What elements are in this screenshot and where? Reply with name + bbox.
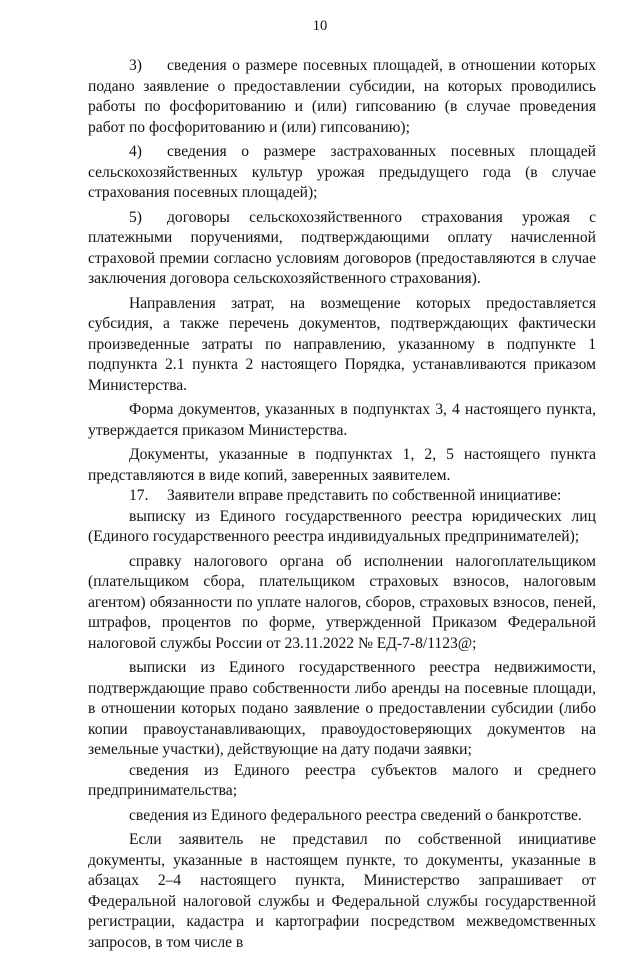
paragraph-real-estate-extract: выписки из Единого государственного реестра недвижимости, подтверждающие право собственности либо аренды на посевные площади, в отношении которых подано заявление о предоставлении субсидии (либо копии правоустанавливающих, правоудостоверяющих документов на земельные участки), действующие на дату подачи заявки;	[88, 659, 596, 758]
paragraph-text: Заявители вправе представить по собственной инициативе:	[167, 487, 562, 504]
paragraph-sme-registry: сведения из Единого реестра субъектов малого и среднего предпринимательства;	[88, 761, 596, 799]
document-body	[88, 56, 596, 953]
paragraph-legal-entities-extract: выписку из Единого государственного реестра юридических лиц (Единого государственного реестра индивидуальных предпринимателей);	[88, 507, 596, 545]
paragraph-tax-certificate: справку налогового органа об исполнении налогоплательщиком (плательщиком сбора, плательщиком страховых взносов, налоговым агентом) обязанности по уплате налогов, сборов, страховых взносов, пеней, штрафов, процентов по форме, утвержденной Приказом Федеральной налоговой службы России от 23.11.2022 № ЕД-7-8/1123@;	[88, 552, 596, 652]
paragraph-subitem-4	[88, 142, 596, 204]
paragraph-clause-17	[88, 486, 596, 507]
paragraph-cost-directions: Направления затрат, на возмещение которых предоставляется субсидия, а также перечень документов, подтверждающих фактически произведенные затраты по направлению, указанному в подпункте 1 подпункта 2.1 пункта 2 настоящего Порядка, устанавливаются приказом Министерства.	[88, 294, 596, 394]
clause-number: 17.	[129, 487, 149, 504]
paragraph-subitem-3	[88, 56, 596, 138]
item-number: 5)	[129, 208, 142, 226]
paragraph-document-copies: Документы, указанные в подпунктах 1, 2, 5 настоящего пункта представляются в виде копий, заверенных заявителем.	[88, 446, 596, 484]
paragraph-document-form: Форма документов, указанных в подпунктах 3, 4 настоящего пункта, утверждается приказом Министерства.	[88, 401, 596, 439]
paragraph-text: договоры сельскохозяйственного страхования урожая с платежными поручениями, подтверждающими оплату начисленной страховой премии согласно условиям договоров (предоставляются в случае заключения договора сельскохозяйственного страхования).	[88, 208, 596, 287]
paragraph-text: сведения о размере застрахованных посевных площадей сельскохозяйственных культур урожая предыдущего года (в случае страхования посевных площадей);	[88, 143, 596, 201]
paragraph-text: сведения о размере посевных площадей, в отношении которых подано заявление о предоставлении субсидии, на которых проводились работы по фосфоритованию и (или) гипсованию (в случае проведения работ по фосфоритованию и (или) гипсованию);	[88, 57, 596, 136]
paragraph-interagency-requests: Если заявитель не представил по собственной инициативе документы, указанные в настоящем пункте, то документы, указанные в абзацах 2–4 настоящего пункта, Министерство запрашивает от Федеральной налоговой службы и Федеральной службы государственной регистрации, кадастра и картографии посредством межведомственных запросов, в том числе в	[88, 831, 596, 951]
paragraph-subitem-5	[88, 208, 596, 290]
page-number: 10	[312, 18, 328, 34]
paragraph-bankruptcy-registry: сведения из Единого федерального реестра сведений о банкротстве.	[129, 806, 582, 824]
item-number: 4)	[129, 143, 142, 160]
item-number: 3)	[129, 57, 142, 74]
